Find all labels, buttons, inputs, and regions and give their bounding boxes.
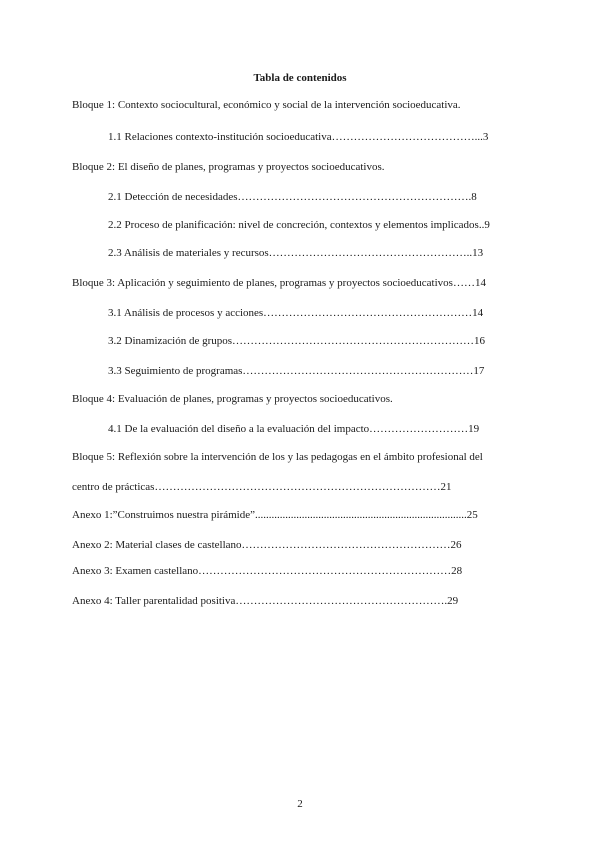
toc-entry-3-3: 3.3 Seguimiento de programas………………………………………………………17 bbox=[108, 365, 485, 377]
toc-entry-2-3: 2.3 Análisis de materiales y recursos………………………………………………..13 bbox=[108, 247, 484, 259]
toc-entry-bloque-4: Bloque 4: Evaluación de planes, programas y proyectos socioeducativos. bbox=[72, 393, 393, 405]
toc-entry-bloque-5: Bloque 5: Reflexión sobre la intervención de los y las pedagogas en el ámbito profesional del bbox=[72, 451, 483, 463]
page-number: 2 bbox=[297, 798, 303, 810]
toc-entry-2-1: 2.1 Detección de necesidades……………………………………………………….8 bbox=[108, 191, 477, 203]
toc-entry-3-2: 3.2 Dinamización de grupos…………………………………………………………16 bbox=[108, 335, 486, 347]
toc-entry-2-2: 2.2 Proceso de planificación: nivel de concreción, contextos y elementos implicados..9 bbox=[108, 219, 490, 231]
toc-entry-3-1: 3.1 Análisis de procesos y acciones…………………………………………………14 bbox=[108, 307, 484, 319]
toc-entry-bloque-3: Bloque 3: Aplicación y seguimiento de planes, programas y proyectos socioeducativos……14 bbox=[72, 277, 486, 289]
toc-entry-1-1: 1.1 Relaciones contexto-institución socioeducativa…………………………………...3 bbox=[108, 131, 489, 143]
toc-entry-anexo-1: Anexo 1:”Construimos nuestra pirámide”.............................................................................25 bbox=[72, 509, 478, 521]
toc-entry-bloque-2: Bloque 2: El diseño de planes, programas y proyectos socioeducativos. bbox=[72, 161, 385, 173]
toc-entry-bloque-5-cont: centro de prácticas……………………………………………………………………21 bbox=[72, 481, 452, 493]
toc-title: Tabla de contenidos bbox=[253, 72, 347, 84]
toc-entry-anexo-4: Anexo 4: Taller parentalidad positiva………………………………………………….29 bbox=[72, 595, 459, 607]
toc-entry-anexo-3: Anexo 3: Examen castellano……………………………………………………………28 bbox=[72, 565, 463, 577]
toc-entry-bloque-1: Bloque 1: Contexto sociocultural, económico y social de la intervención socioeducativa. bbox=[72, 99, 461, 111]
toc-entry-anexo-2: Anexo 2: Material clases de castellano…………………………………………………26 bbox=[72, 539, 462, 551]
toc-entry-4-1: 4.1 De la evaluación del diseño a la evaluación del impacto………………………19 bbox=[108, 423, 480, 435]
